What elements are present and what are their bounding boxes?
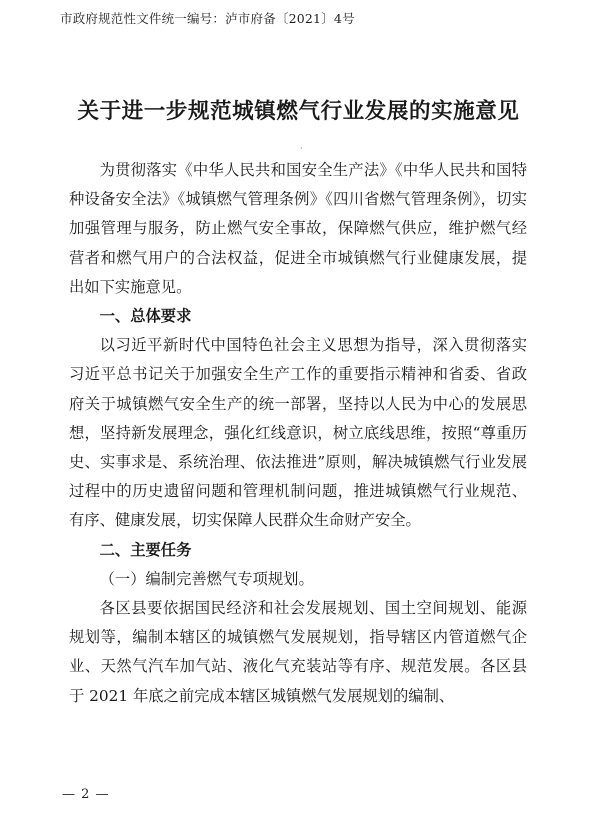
- document-title: 关于进一步规范城镇燃气行业发展的实施意见: [77, 99, 520, 124]
- section-heading-main-tasks: 二、主要任务: [99, 540, 192, 559]
- document-body: [69, 156, 527, 711]
- dot-mark: ·: [300, 144, 303, 153]
- subsection-heading-gas-planning: （一）编制完善燃气专项规划。: [99, 569, 314, 588]
- page-number: — 2 —: [62, 787, 110, 802]
- section-heading-general-requirements: 一、总体要求: [99, 307, 192, 326]
- paragraph-gas-planning: 各区县要依据国民经济和社会发展规划、国土空间规划、能源规划等，编制本辖区的城镇燃气发展规划，指导辖区内管道燃气企业、天然气汽车加气站、液化气充装站等有序、规范发展。各区县于 2021 年底之前完成本辖区城镇燃气发展规划的编制、: [69, 599, 527, 705]
- paragraph-intro: 为贯彻落实《中华人民共和国安全生产法》《中华人民共和国特种设备安全法》《城镇燃气管理条例》《四川省燃气管理条例》，切实加强管理与服务，防止燃气安全事故，保障燃气供应，维护燃气经营者和燃气用户的合法权益，促进全市城镇燃气行业健康发展，提出如下实施意见。: [69, 161, 527, 296]
- paragraph-general-requirements: 以习近平新时代中国特色社会主义思想为指导，深入贯彻落实习近平总书记关于加强安全生产工作的重要指示精神和省委、省政府关于城镇燃气安全生产的统一部署，坚持以人民为中心的发展思想，坚持新发展理念，强化红线意识，树立底线思维，按照“尊重历史、实事求是、系统治理、依法推进”原则，解决城镇燃气行业发展过程中的历史遗留问题和管理机制问题，推进城镇燃气行业规范、有序、健康发展，切实保障人民群众生命财产安全。: [69, 336, 527, 530]
- document-number-note: 市政府规范性文件统一编号：泸市府备〔2021〕4号: [60, 11, 355, 26]
